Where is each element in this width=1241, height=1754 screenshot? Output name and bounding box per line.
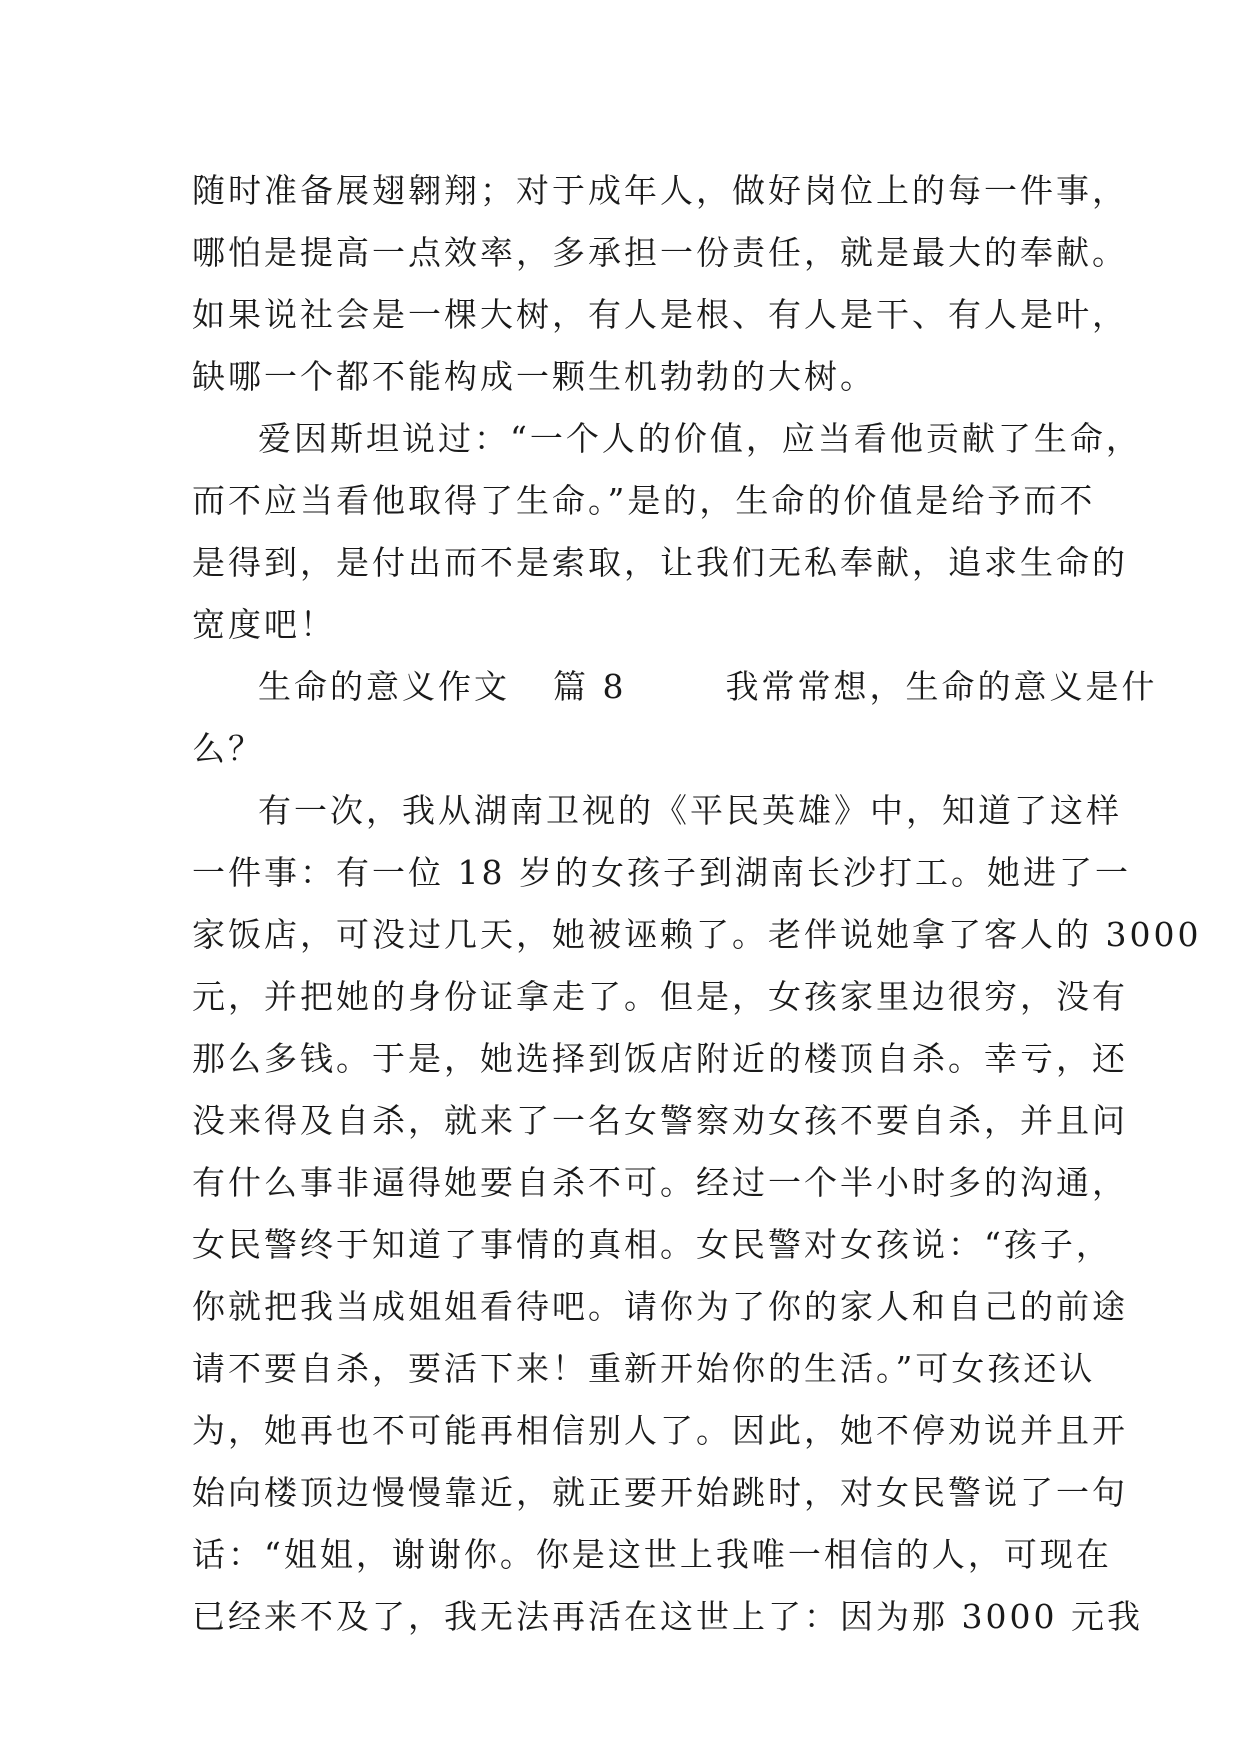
text-line: 有什么事非逼得她要自杀不可。经过一个半小时多的沟通，: [192, 1163, 1128, 1202]
text-line: 一件事：有一位 18 岁的女孩子到湖南长沙打工。她进了一: [192, 853, 1131, 892]
text-line: 已经来不及了，我无法再活在这世上了：因为那 3000 元我: [192, 1597, 1143, 1636]
paragraph-start-line: 有一次，我从湖南卫视的《平民英雄》中，知道了这样: [258, 791, 1122, 830]
paragraph-start-line: 爱因斯坦说过：“一个人的价值，应当看他贡献了生命，: [258, 419, 1142, 458]
text-line: 你就把我当成姐姐看待吧。请你为了你的家人和自己的前途: [192, 1287, 1128, 1326]
text-line: 而不应当看他取得了生命。”是的，生命的价值是给予而不: [192, 481, 1096, 520]
text-line: 女民警终于知道了事情的真相。女民警对女孩说：“孩子，: [192, 1225, 1112, 1264]
text-line: 家饭店，可没过几天，她被诬赖了。老伴说她拿了客人的 3000: [192, 915, 1202, 954]
text-line: 缺哪一个都不能构成一颗生机勃勃的大树。: [192, 357, 876, 396]
text-line: 元，并把她的身份证拿走了。但是，女孩家里边很穷，没有: [192, 977, 1128, 1016]
essay-title: 生命的意义作文: [258, 667, 510, 706]
essay-heading-line: [192, 656, 1158, 718]
heading-continuation: 我常常想，生命的意义是什: [725, 667, 1158, 706]
text-line: 宽度吧！: [192, 605, 336, 644]
text-line: 是得到，是付出而不是索取，让我们无私奉献，追求生命的: [192, 543, 1128, 582]
essay-body: [192, 160, 1202, 1648]
text-line: 随时准备展翅翱翔；对于成年人，做好岗位上的每一件事，: [192, 171, 1128, 210]
text-line: 话：“姐姐，谢谢你。你是这世上我唯一相信的人，可现在: [192, 1535, 1112, 1574]
text-line: 没来得及自杀，就来了一名女警察劝女孩不要自杀，并且问: [192, 1101, 1128, 1140]
text-line: 么？: [192, 729, 264, 768]
text-line: 请不要自杀，要活下来！重新开始你的生活。”可女孩还认: [192, 1349, 1096, 1388]
essay-number: 篇 8: [553, 667, 627, 706]
text-line: 哪怕是提高一点效率，多承担一份责任，就是最大的奉献。: [192, 233, 1128, 272]
text-line: 那么多钱。于是，她选择到饭店附近的楼顶自杀。幸亏，还: [192, 1039, 1128, 1078]
text-line: 始向楼顶边慢慢靠近，就正要开始跳时，对女民警说了一句: [192, 1473, 1128, 1512]
text-line: 如果说社会是一棵大树，有人是根、有人是干、有人是叶，: [192, 295, 1128, 334]
text-line: 为，她再也不可能再相信别人了。因此，她不停劝说并且开: [192, 1411, 1128, 1450]
